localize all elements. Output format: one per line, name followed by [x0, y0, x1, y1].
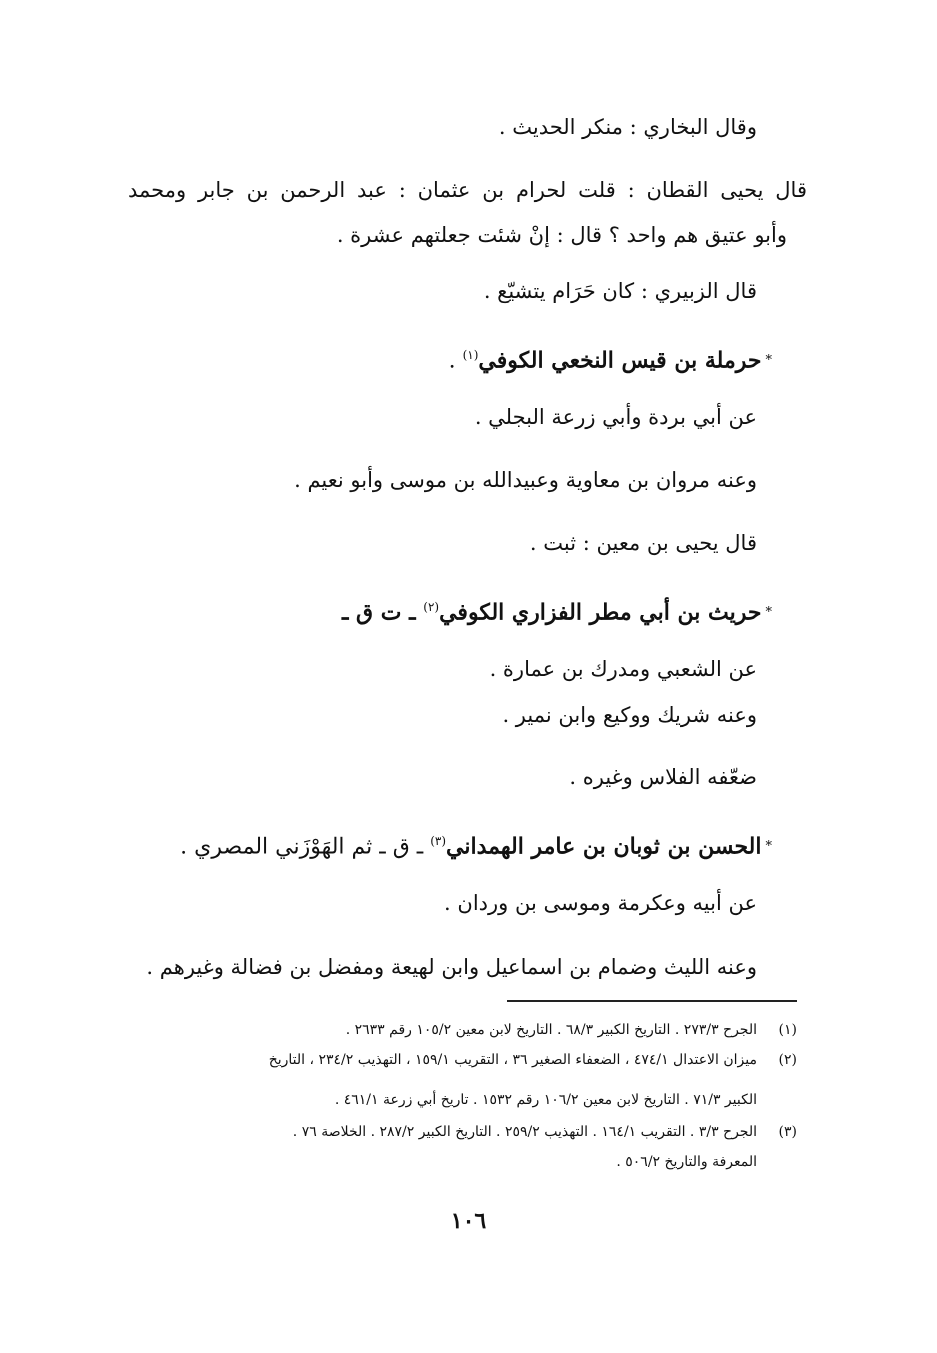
body-line: وأبو عتيق هم واحد ؟ قال : إنْ شئت جعلتهم عشرة .: [336, 223, 787, 247]
footnote-number: (٢): [778, 1052, 797, 1068]
footnote-number: (٣): [778, 1124, 797, 1140]
entry-tail: ـ ق ـ ثم الهَوْزَني المصري .: [180, 834, 431, 860]
entry-marker: *: [765, 353, 772, 369]
entry-heading: [449, 340, 772, 376]
footnote-line: الجرح ٣/٣ . التقريب ١٦٤/١ . التهذيب ٢٥٩/٢ . التاريخ الكبير ٢٨٧/٢ . الخلاصة ٧٦ .: [292, 1124, 757, 1140]
entry-tail: ـ ت ق ـ: [341, 599, 424, 626]
body-line: ضعّفه الفلاس وغيره .: [569, 765, 757, 789]
body-line: وعنه مروان بن معاوية وعبيدالله بن موسى وأبو نعيم .: [294, 468, 757, 492]
body-line: قال يحيى بن معين : ثبت .: [529, 531, 757, 555]
page-number: ١٠٦: [450, 1208, 487, 1234]
entry-heading: [180, 826, 772, 862]
entry-name: حريث بن أبي مطر الفزاري الكوفي: [439, 599, 762, 626]
footnote-ref: (١): [462, 348, 479, 362]
body-line: قال يحيى القطان : قلت لحرام بن عثمان : عبد الرحمن بن جابر ومحمد: [128, 178, 807, 202]
body-line: عن أبي بردة وأبي زرعة البجلي .: [474, 405, 757, 429]
footnote-number: (١): [778, 1022, 797, 1038]
entry-name: الحسن بن ثوبان بن عامر الهمداني: [446, 833, 762, 860]
body-line: عن أبيه وعكرمة وموسى بن وردان .: [444, 891, 757, 915]
footnote-line: الكبير ٧١/٣ . التاريخ لابن معين ١٠٦/٢ رقم ١٥٣٢ . تاريخ أبي زرعة ٤٦١/١ .: [334, 1092, 757, 1108]
body-line: وعنه الليث وضمام بن اسماعيل وابن لهيعة ومفضل بن فضالة وغيرهم .: [146, 955, 757, 979]
entry-name: حرملة بن قيس النخعي الكوفي: [478, 347, 762, 374]
footnote-ref: (٣): [430, 834, 447, 848]
footnote-divider: [507, 1000, 797, 1002]
footnote-line: ميزان الاعتدال ٤٧٤/١ ، الضعفاء الصغير ٣٦ ، التقريب ١٥٩/١ ، التهذيب ٢٣٤/٢ ، التاريخ: [268, 1052, 757, 1068]
body-line: قال الزبيري : كان حَرَام يتشيّع .: [483, 279, 757, 303]
entry-marker: *: [765, 605, 772, 621]
body-line: وقال البخاري : منكر الحديث .: [498, 115, 757, 139]
footnote-line: المعرفة والتاريخ ٥٠٦/٢ .: [616, 1154, 757, 1170]
entry-marker: *: [765, 839, 772, 855]
entry-tail: .: [448, 348, 463, 374]
body-line: عن الشعبي ومدرك بن عمارة .: [489, 657, 757, 681]
footnote-line: الجرح ٢٧٣/٣ . التاريخ الكبير ٦٨/٣ . التاريخ لابن معين ١٠٥/٢ رقم ٢٦٣٣ .: [345, 1022, 757, 1038]
footnote-ref: (٢): [423, 600, 440, 614]
entry-heading: [342, 592, 772, 628]
body-line: وعنه شريك ووكيع وابن نمير .: [502, 703, 757, 727]
